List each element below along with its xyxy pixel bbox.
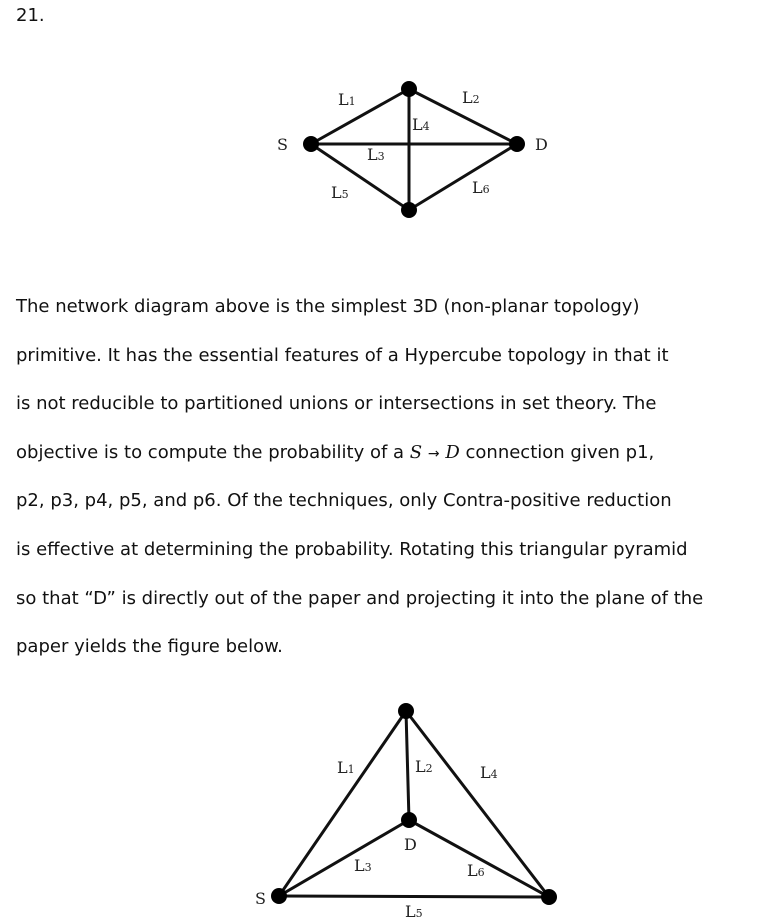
node-source — [271, 888, 287, 904]
label-node-s: S — [277, 135, 288, 154]
paragraph-line: primitive. It has the essential features of a Hypercube topology in that it — [16, 344, 669, 366]
label-edge-l2: L2 — [415, 757, 433, 776]
label-edge-l6: L6 — [467, 861, 485, 880]
label-edge-l3: L3 — [354, 856, 372, 875]
paragraph-line: p2, p3, p4, p5, and p6. Of the techniques, only Contra-positive reduction — [16, 490, 672, 512]
node-top — [398, 703, 414, 719]
node-right — [541, 889, 557, 905]
label-edge-l1: L1 — [337, 758, 355, 777]
text-segment: connection given p1, — [459, 441, 655, 463]
network-diagram-projected — [255, 703, 557, 921]
node-source — [303, 136, 319, 152]
label-node-d: D — [535, 135, 548, 154]
text-segment: objective is to compute the probability of a — [16, 441, 410, 463]
edge-l2 — [406, 711, 409, 820]
label-edge-l1: L1 — [338, 90, 356, 109]
edge-l3 — [279, 820, 409, 896]
paragraph-line: is not reducible to partitioned unions or intersections in set theory. The — [16, 393, 657, 415]
edge-l5 — [311, 144, 409, 210]
edge-l6 — [409, 820, 549, 897]
math-destination: D — [445, 441, 460, 463]
label-node-s: S — [255, 889, 266, 908]
label-edge-l5: L5 — [405, 902, 423, 921]
node-destination — [401, 812, 417, 828]
label-edge-l3: L3 — [367, 145, 385, 164]
paragraph-line: paper yields the figure below. — [16, 636, 283, 658]
edge-l1 — [279, 711, 406, 896]
paragraph-line — [16, 429, 716, 478]
paragraph-line: The network diagram above is the simplest 3D (non-planar topology) — [16, 296, 640, 317]
description-paragraph — [16, 283, 716, 672]
arrow-symbol: → — [427, 445, 440, 462]
node-destination — [509, 136, 525, 152]
label-node-d: D — [404, 835, 417, 854]
node-bottom — [401, 202, 417, 218]
edge-l1 — [311, 89, 409, 144]
label-edge-l4: L4 — [480, 763, 498, 782]
network-diagram-top — [277, 81, 548, 218]
math-source: S — [409, 441, 423, 463]
label-edge-l2: L2 — [462, 88, 480, 107]
question-number: 21. — [16, 5, 45, 26]
edge-l5 — [279, 896, 549, 897]
label-edge-l4: L4 — [412, 115, 430, 134]
node-top — [401, 81, 417, 97]
label-edge-l5: L5 — [331, 183, 349, 202]
label-edge-l6: L6 — [472, 178, 490, 197]
paragraph-line: so that “D” is directly out of the paper and projecting it into the plane of the — [16, 587, 704, 609]
paragraph-line: is effective at determining the probability. Rotating this triangular pyramid — [16, 538, 688, 560]
edge-l6 — [409, 144, 517, 210]
